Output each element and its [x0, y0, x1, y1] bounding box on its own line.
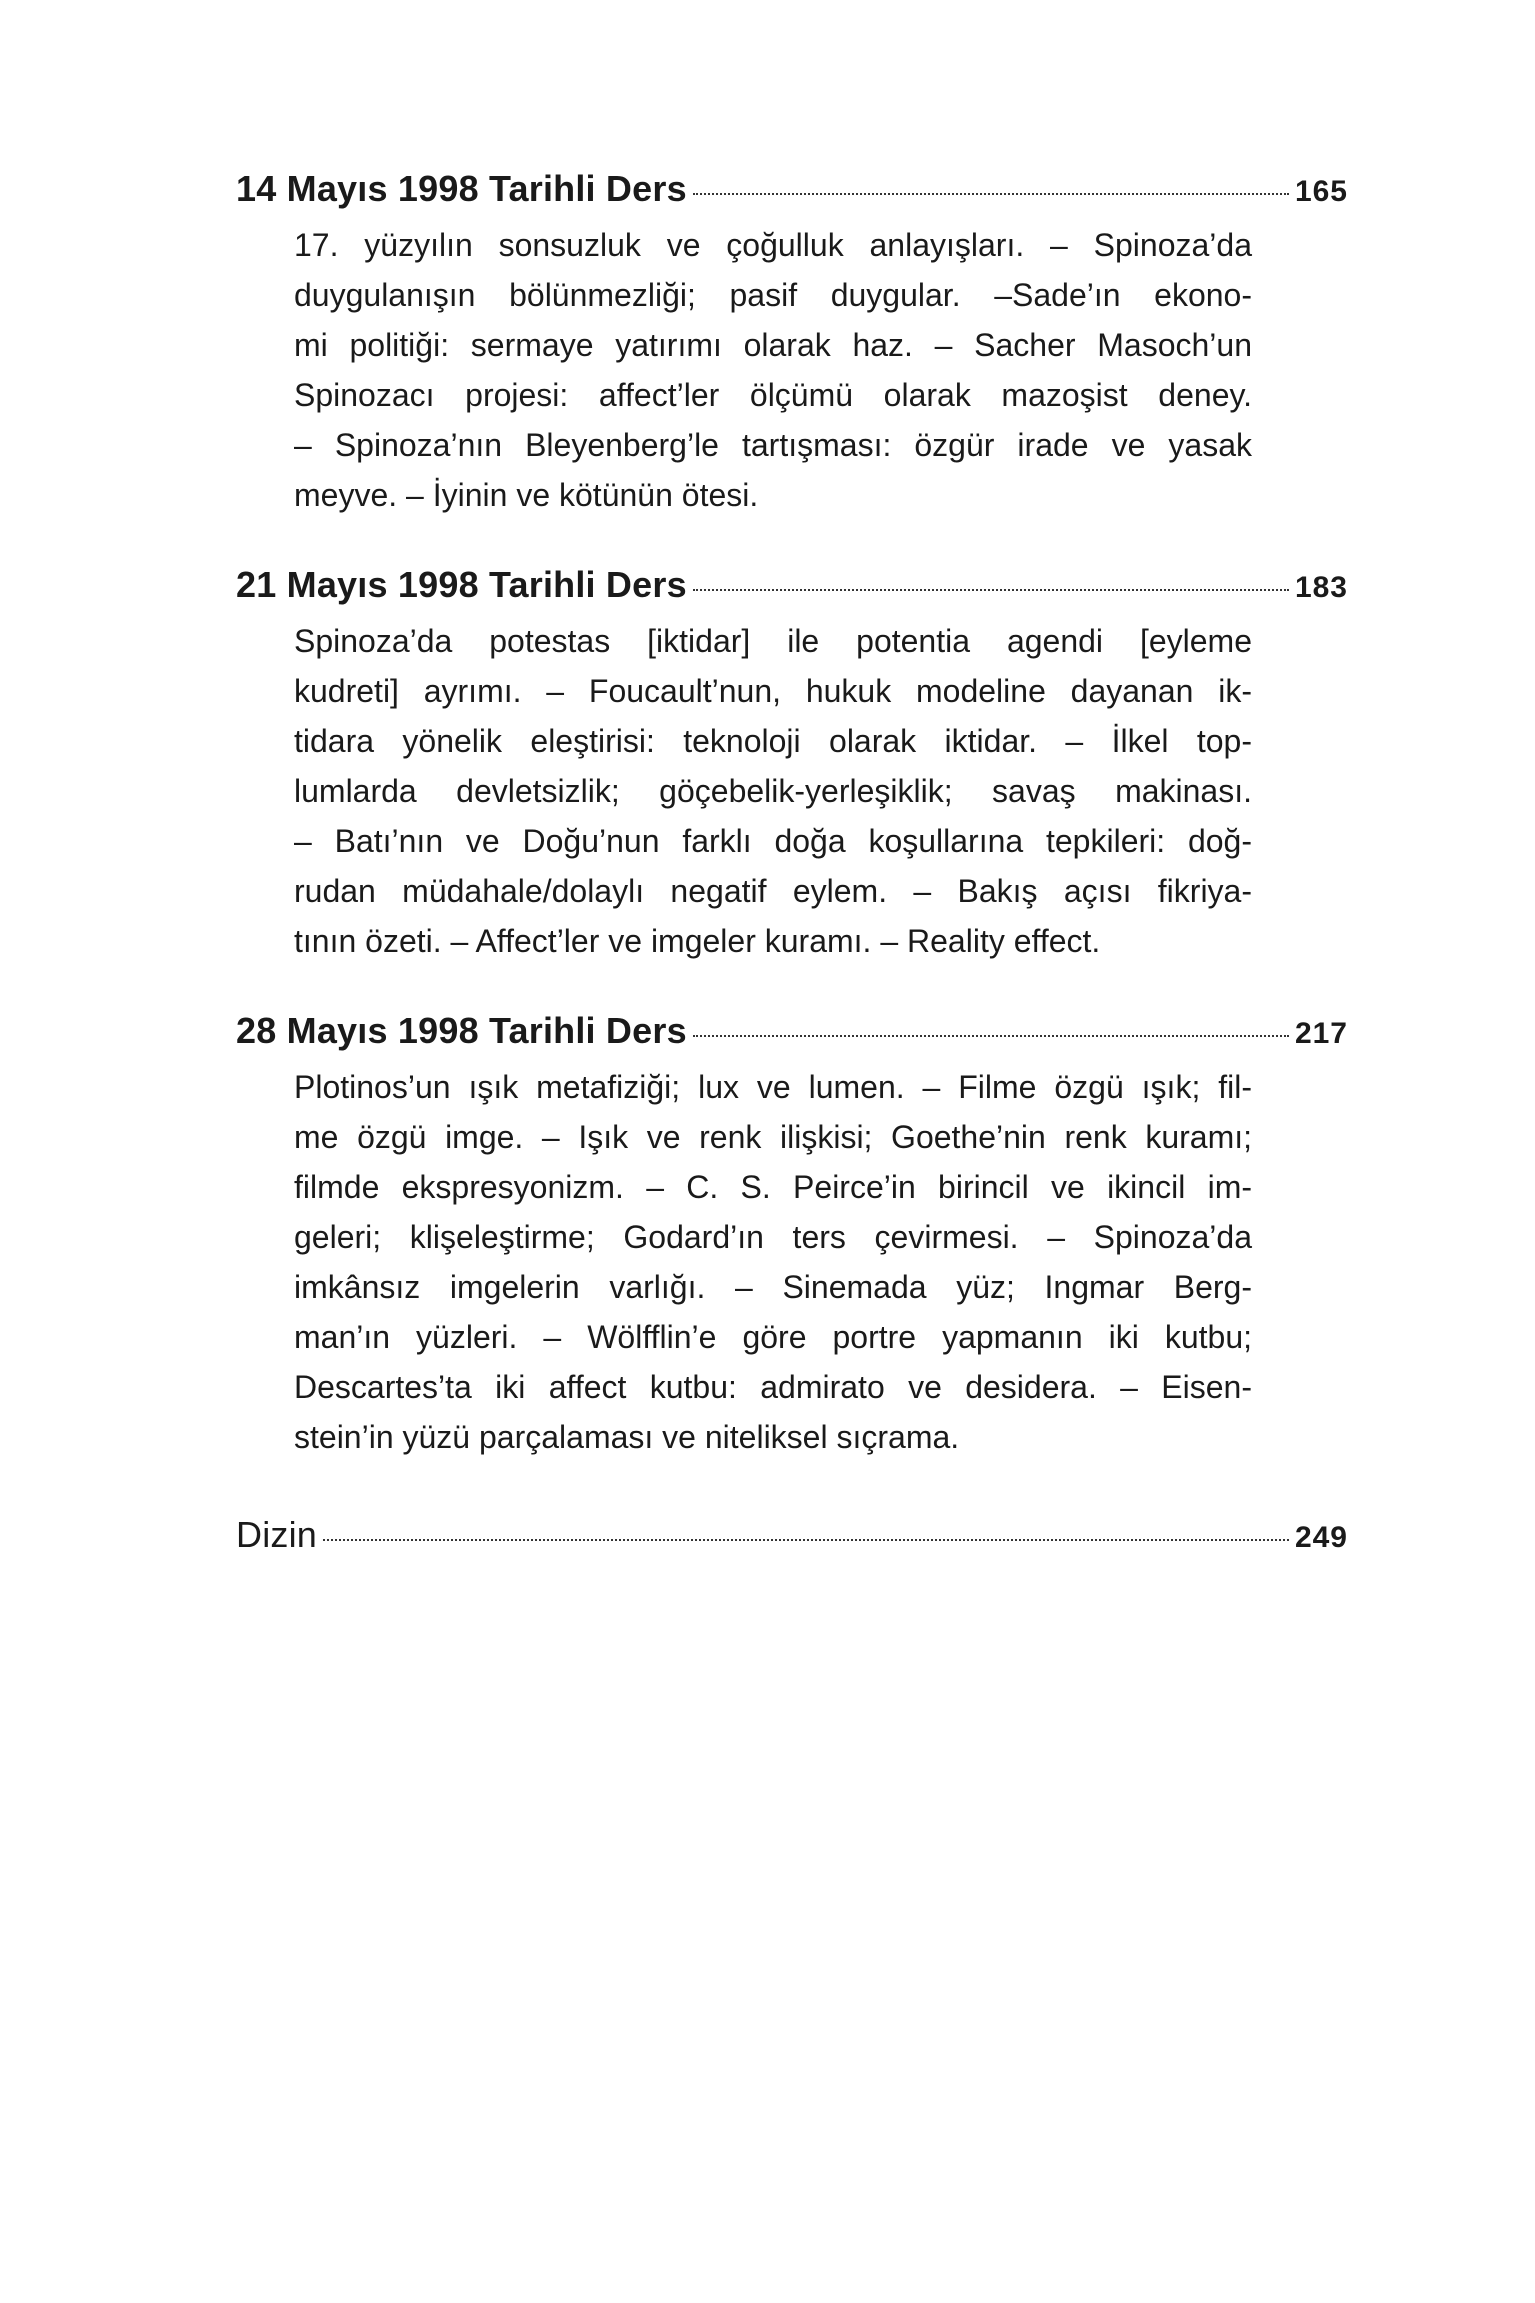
- toc-entry: [236, 1010, 1348, 1462]
- description-line: rudan müdahale/dolaylı negatif eylem. – Bakış açısı fikriya-: [294, 873, 1252, 909]
- toc-entry-description: [294, 1062, 1252, 1462]
- toc-page-number: 165: [1294, 175, 1348, 208]
- description-line: duygulanışın bölünmezliği; pasif duygular. –Sade’ın ekono-: [294, 277, 1252, 313]
- description-line: 17. yüzyılın sonsuzluk ve çoğulluk anlayışları. – Spinoza’da: [294, 227, 1252, 263]
- toc-entry-heading: [236, 564, 1348, 616]
- toc-index-entry: [236, 1514, 1348, 1566]
- description-line: stein’in yüzü parçalaması ve niteliksel sıçrama.: [294, 1419, 960, 1455]
- toc-page-number: 217: [1294, 1017, 1348, 1050]
- toc-entry-description: [294, 220, 1252, 520]
- description-line: tidara yönelik eleştirisi: teknoloji olarak iktidar. – İlkel top-: [294, 723, 1252, 759]
- description-line: – Batı’nın ve Doğu’nun farklı doğa koşullarına tepkileri: doğ-: [294, 823, 1252, 859]
- description-line: imkânsız imgelerin varlığı. – Sinemada yüz; Ingmar Berg-: [294, 1269, 1252, 1305]
- dot-leader: [693, 193, 1289, 195]
- description-line: meyve. – İyinin ve kötünün ötesi.: [294, 477, 759, 513]
- toc-entry-heading: [236, 168, 1348, 220]
- dot-leader: [323, 1539, 1289, 1541]
- toc-entry-title: 14 Mayıs 1998 Tarihli Ders: [236, 168, 687, 209]
- description-line: Plotinos’un ışık metafiziği; lux ve lumen. – Filme özgü ışık; fil-: [294, 1069, 1252, 1105]
- toc-entry-title: 28 Mayıs 1998 Tarihli Ders: [236, 1010, 687, 1051]
- dot-leader: [693, 1035, 1289, 1037]
- description-line: Descartes’ta iki affect kutbu: admirato ve desidera. – Eisen-: [294, 1369, 1252, 1405]
- description-line: me özgü imge. – Işık ve renk ilişkisi; Goethe’nin renk kuramı;: [294, 1119, 1252, 1155]
- toc-entry: [236, 564, 1348, 966]
- toc-page-number: 183: [1294, 571, 1348, 604]
- description-line: geleri; klişeleştirme; Godard’ın ters çevirmesi. – Spinoza’da: [294, 1219, 1252, 1255]
- toc-entry-description: [294, 616, 1252, 966]
- toc-entry-title: 21 Mayıs 1998 Tarihli Ders: [236, 564, 687, 605]
- description-line: Spinozacı projesi: affect’ler ölçümü olarak mazoşist deney.: [294, 377, 1252, 413]
- index-page-number: 249: [1294, 1521, 1348, 1554]
- description-line: kudreti] ayrımı. – Foucault’nun, hukuk modeline dayanan ik-: [294, 673, 1252, 709]
- description-line: tının özeti. – Affect’ler ve imgeler kuramı. – Reality effect.: [294, 923, 1101, 959]
- dot-leader: [693, 589, 1289, 591]
- table-of-contents: [236, 168, 1348, 1566]
- index-title: Dizin: [236, 1514, 318, 1555]
- description-line: mi politiği: sermaye yatırımı olarak haz. – Sacher Masoch’un: [294, 327, 1252, 363]
- toc-entry: [236, 168, 1348, 520]
- toc-entry-heading: [236, 1010, 1348, 1062]
- description-line: lumlarda devletsizlik; göçebelik-yerleşiklik; savaş makinası.: [294, 773, 1252, 809]
- description-line: Spinoza’da potestas [iktidar] ile potentia agendi [eyleme: [294, 623, 1252, 659]
- description-line: man’ın yüzleri. – Wölfflin’e göre portre yapmanın iki kutbu;: [294, 1319, 1252, 1355]
- description-line: – Spinoza’nın Bleyenberg’le tartışması: özgür irade ve yasak: [294, 427, 1252, 463]
- description-line: filmde ekspresyonizm. – C. S. Peirce’in birincil ve ikincil im-: [294, 1169, 1252, 1205]
